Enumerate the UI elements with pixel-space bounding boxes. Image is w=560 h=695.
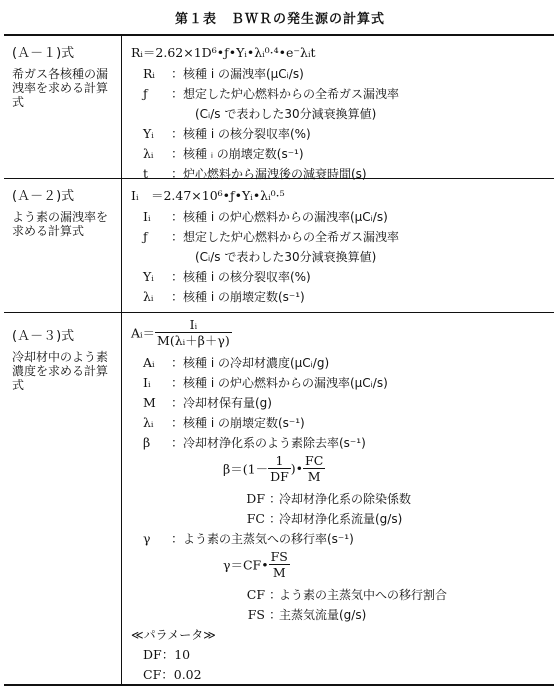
beta-equation (131, 453, 551, 489)
definition-row-continued (131, 247, 551, 267)
colon: ： (269, 607, 282, 622)
colon: ： (171, 415, 184, 430)
gamma-equation (131, 549, 551, 585)
fraction-denominator: M(λᵢ＋β＋γ) (157, 333, 230, 348)
colon: ： (171, 289, 184, 304)
definition-text: 核種 i の漏洩率(μCᵢ/s) (183, 67, 304, 81)
symbol: β (143, 435, 151, 450)
gamma-definition-row (131, 585, 551, 605)
beta-definition-row (131, 509, 551, 529)
symbol: FS (247, 607, 265, 622)
definition-row (131, 413, 551, 433)
gamma-lhs: γ＝CF• (223, 557, 269, 573)
section-label (12, 325, 116, 392)
formula-id: (Ａ－２)式 (12, 189, 75, 204)
symbol: ƒ (143, 86, 148, 101)
section-label (12, 42, 116, 109)
colon: ： (171, 146, 184, 161)
beta-definition-row (131, 489, 551, 509)
definition-text: よう素の主蒸気中への移行割合 (279, 588, 448, 602)
colon: ： (171, 395, 184, 410)
symbol: λᵢ (143, 415, 154, 430)
definition-text: 核種 i の崩壊定数(s⁻¹) (183, 416, 305, 430)
symbol: Yᵢ (143, 126, 154, 141)
definition-row (131, 144, 551, 164)
colon: ： (171, 269, 184, 284)
beta-lhs: β＝ (223, 461, 243, 477)
section-a2 (4, 179, 554, 313)
definition-text: 核種 i の核分裂収率(%) (183, 127, 311, 141)
definition-text: (Cᵢ/s で表わした30分減衰換算値) (195, 107, 377, 121)
fraction-numerator: FC (305, 453, 324, 468)
formula-table (4, 34, 554, 686)
definition-row (131, 373, 551, 393)
formula-id: (Ａ－３)式 (12, 329, 75, 344)
symbol: ƒ (143, 229, 148, 244)
symbol: Iᵢ (143, 375, 151, 390)
definition-text: 想定した炉心燃料からの全希ガス漏洩率 (183, 230, 400, 244)
colon: ： (171, 126, 184, 141)
definition-text: 核種 i の核分裂収率(%) (183, 270, 311, 284)
colon: ： (171, 531, 184, 546)
definition-text: 核種 ᵢ の崩壊定数(s⁻¹) (183, 147, 304, 161)
fraction (268, 453, 291, 484)
section-label (12, 185, 116, 238)
symbol: t (143, 166, 149, 181)
symbol: Aᵢ (143, 355, 155, 370)
symbol: FC (246, 511, 265, 526)
colon: ： (171, 435, 184, 450)
definition-row (131, 287, 551, 307)
definition-row (131, 207, 551, 227)
definition-text: 主蒸気流量(g/s) (279, 608, 367, 622)
beta-close: )• (290, 461, 304, 476)
formula-description: 冷却材中のよう素濃度を求める計算式 (12, 350, 109, 392)
colon: ： (269, 511, 282, 526)
symbol: Iᵢ (143, 209, 151, 224)
definition-text: 核種 i の炉心燃料からの漏洩率(μCᵢ/s) (183, 210, 388, 224)
section-body (131, 185, 551, 307)
symbol: λᵢ (143, 289, 154, 304)
parameter-value: CF：0.02 (143, 667, 202, 682)
definition-row (131, 64, 551, 84)
symbol: DF (246, 491, 265, 506)
definition-text: 冷却材浄化系流量(g/s) (279, 512, 403, 526)
definition-text: 炉心燃料から漏洩後の減衰時間(s) (183, 167, 367, 181)
formula-main (131, 317, 551, 353)
section-a3 (4, 313, 554, 684)
colon: ： (171, 166, 184, 181)
column-divider (121, 179, 122, 312)
definition-row (131, 227, 551, 247)
formula-description: 希ガス各核種の漏洩率を求める計算式 (12, 67, 109, 109)
formula-main: Rᵢ＝2.62×1D⁶•ƒ•Yᵢ•λᵢ⁰·⁴•e⁻λᵢt (131, 45, 316, 60)
column-divider (121, 36, 122, 178)
fraction-denominator: M (307, 469, 321, 484)
colon: ： (171, 209, 184, 224)
fraction (303, 453, 325, 484)
definition-text: 想定した炉心燃料からの全希ガス漏洩率 (183, 87, 400, 101)
definition-text: 核種 i の冷却材濃度(μCᵢ/g) (183, 356, 330, 370)
fraction-numerator: FS (270, 549, 288, 564)
section-a1 (4, 36, 554, 179)
symbol: λᵢ (143, 146, 154, 161)
fraction (269, 549, 290, 580)
gamma-definition-row (131, 605, 551, 625)
definition-row (131, 433, 551, 453)
table-title: 第１表 ＢＷＲの発生源の計算式 (174, 12, 385, 27)
definition-text: 冷却材浄化系のよう素除去率(s⁻¹) (183, 436, 366, 450)
parameter-value: DF：10 (143, 647, 191, 662)
fraction-denominator: DF (270, 469, 289, 484)
definition-row-continued (131, 104, 551, 124)
symbol: M (143, 395, 156, 410)
symbol: γ (143, 531, 151, 546)
fraction-numerator: 1 (268, 453, 291, 469)
symbol: Rᵢ (143, 66, 155, 81)
fraction (155, 317, 232, 348)
definition-row (131, 353, 551, 373)
formula-lhs: Aᵢ＝ (131, 325, 156, 341)
definition-text: (Cᵢ/s で表わした30分減衰換算値) (195, 250, 377, 264)
colon: ： (171, 66, 184, 81)
definition-text: よう素の主蒸気への移行率(s⁻¹) (183, 532, 354, 546)
colon: ： (269, 491, 282, 506)
definition-row (131, 84, 551, 104)
colon: ： (171, 355, 184, 370)
definition-row (131, 267, 551, 287)
formula-description: よう素の漏洩率を求める計算式 (12, 210, 109, 238)
section-body (131, 42, 551, 184)
symbol: Yᵢ (143, 269, 154, 284)
definition-row (131, 529, 551, 549)
colon: ： (171, 375, 184, 390)
definition-text: 核種 i の炉心燃料からの漏洩率(μCᵢ/s) (183, 376, 388, 390)
fraction-numerator: Iᵢ (155, 317, 232, 333)
parameter-header: ≪パラメータ≫ (131, 628, 216, 642)
formula-id: (Ａ－１)式 (12, 46, 75, 61)
definition-text: 核種 i の崩壊定数(s⁻¹) (183, 290, 305, 304)
formula-main: Iᵢ ＝2.47×10⁶•ƒ•Yᵢ•λᵢ⁰·⁵ (131, 188, 285, 203)
colon: ： (269, 587, 282, 602)
definition-text: 冷却材保有量(g) (183, 396, 272, 410)
definition-text: 冷却材浄化系の除染係数 (279, 492, 412, 506)
symbol: CF (246, 587, 265, 602)
column-divider (121, 313, 122, 684)
colon: ： (171, 229, 184, 244)
definition-row (131, 393, 551, 413)
beta-open: (1－ (242, 461, 269, 477)
fraction-denominator: M (272, 565, 286, 580)
colon: ： (171, 86, 184, 101)
definition-row (131, 124, 551, 144)
section-body (131, 317, 551, 685)
